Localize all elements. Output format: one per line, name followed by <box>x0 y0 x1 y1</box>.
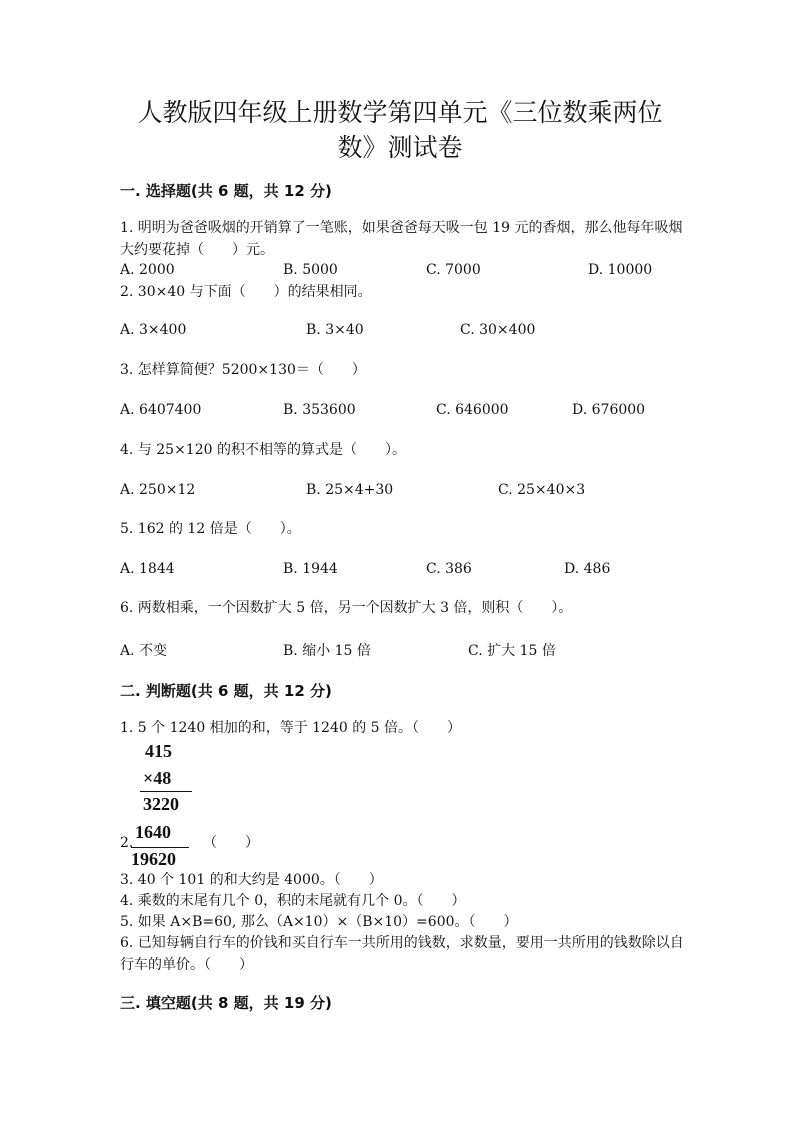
judge-question-1: 1. 5 个 1240 相加的和，等于 1240 的 5 倍。（ ） <box>120 720 462 736</box>
option-5b: B. 1944 <box>283 561 338 577</box>
calc-partial-1: 3220 <box>143 794 179 814</box>
option-5d: D. 486 <box>564 561 611 577</box>
judge-question-4: 4. 乘数的末尾有几个 0，积的末尾就有几个 0。（ ） <box>120 893 466 909</box>
option-3d: D. 676000 <box>572 402 646 418</box>
option-4b: B. 25×4+30 <box>306 482 394 498</box>
judge-question-2-blank: （ ） <box>203 835 259 851</box>
option-4a: A. 250×12 <box>120 482 196 498</box>
option-1b: B. 5000 <box>283 262 338 278</box>
option-3a: A. 6407400 <box>120 402 202 418</box>
judge-question-3: 3. 40 个 101 的和大约是 4000。（ ） <box>120 872 383 888</box>
option-2c: C. 30×400 <box>460 322 536 338</box>
section-heading-judge: 二. 判断题(共 6 题，共 12 分) <box>120 682 332 700</box>
option-1c: C. 7000 <box>426 262 481 278</box>
calc-partial-2: 1640 <box>135 822 171 842</box>
calc-product: 19620 <box>131 849 176 869</box>
question-1: 1. 明明为爸爸吸烟的开销算了一笔账，如果爸爸每天吸一包 19 元的香烟，那么他每年吸烟大约要花掉（ ）元。 <box>120 220 683 258</box>
section-heading-fill: 三. 填空题(共 8 题，共 19 分) <box>120 994 332 1012</box>
option-1a: A. 2000 <box>120 262 175 278</box>
title-line-2: 数》测试卷 <box>337 133 463 162</box>
question-2: 2. 30×40 与下面（ ）的结果相同。 <box>120 284 372 300</box>
calc-multiplicand: 415 <box>145 741 172 761</box>
option-2a: A. 3×400 <box>120 322 187 338</box>
option-5a: A. 1844 <box>120 561 175 577</box>
option-2b: B. 3×40 <box>306 322 364 338</box>
judge-question-2-number: 2. <box>120 835 134 851</box>
section-heading-choice: 一. 选择题(共 6 题，共 12 分) <box>120 182 332 200</box>
option-3b: B. 353600 <box>283 402 356 418</box>
question-3: 3. 怎样算简便？5200×130＝（ ） <box>120 362 366 378</box>
option-6b: B. 缩小 15 倍 <box>283 643 371 659</box>
option-1d: D. 10000 <box>588 262 653 278</box>
option-6c: C. 扩大 15 倍 <box>468 643 556 659</box>
option-4c: C. 25×40×3 <box>498 482 586 498</box>
option-5c: C. 386 <box>426 561 472 577</box>
option-6a: A. 不变 <box>120 643 168 659</box>
question-5: 5. 162 的 12 倍是（ ）。 <box>120 521 301 537</box>
title-line-1: 人教版四年级上册数学第四单元《三位数乘两位 <box>137 98 663 127</box>
page-title <box>0 95 800 165</box>
question-4: 4. 与 25×120 的积不相等的算式是（ ）。 <box>120 442 406 458</box>
judge-question-5: 5. 如果 A×B=60, 那么（A×10）×（B×10）=600。（ ） <box>120 914 518 930</box>
judge-question-6: 6. 已知每辆自行车的价钱和买自行车一共所用的钱数，求数量，要用一共所用的钱数除以自行车的单价。（ ） <box>120 935 684 973</box>
question-6: 6. 两数相乘，一个因数扩大 5 倍，另一个因数扩大 3 倍，则积（ ）。 <box>120 600 573 616</box>
calc-multiplier: ×48 <box>143 768 172 788</box>
option-3c: C. 646000 <box>436 402 509 418</box>
